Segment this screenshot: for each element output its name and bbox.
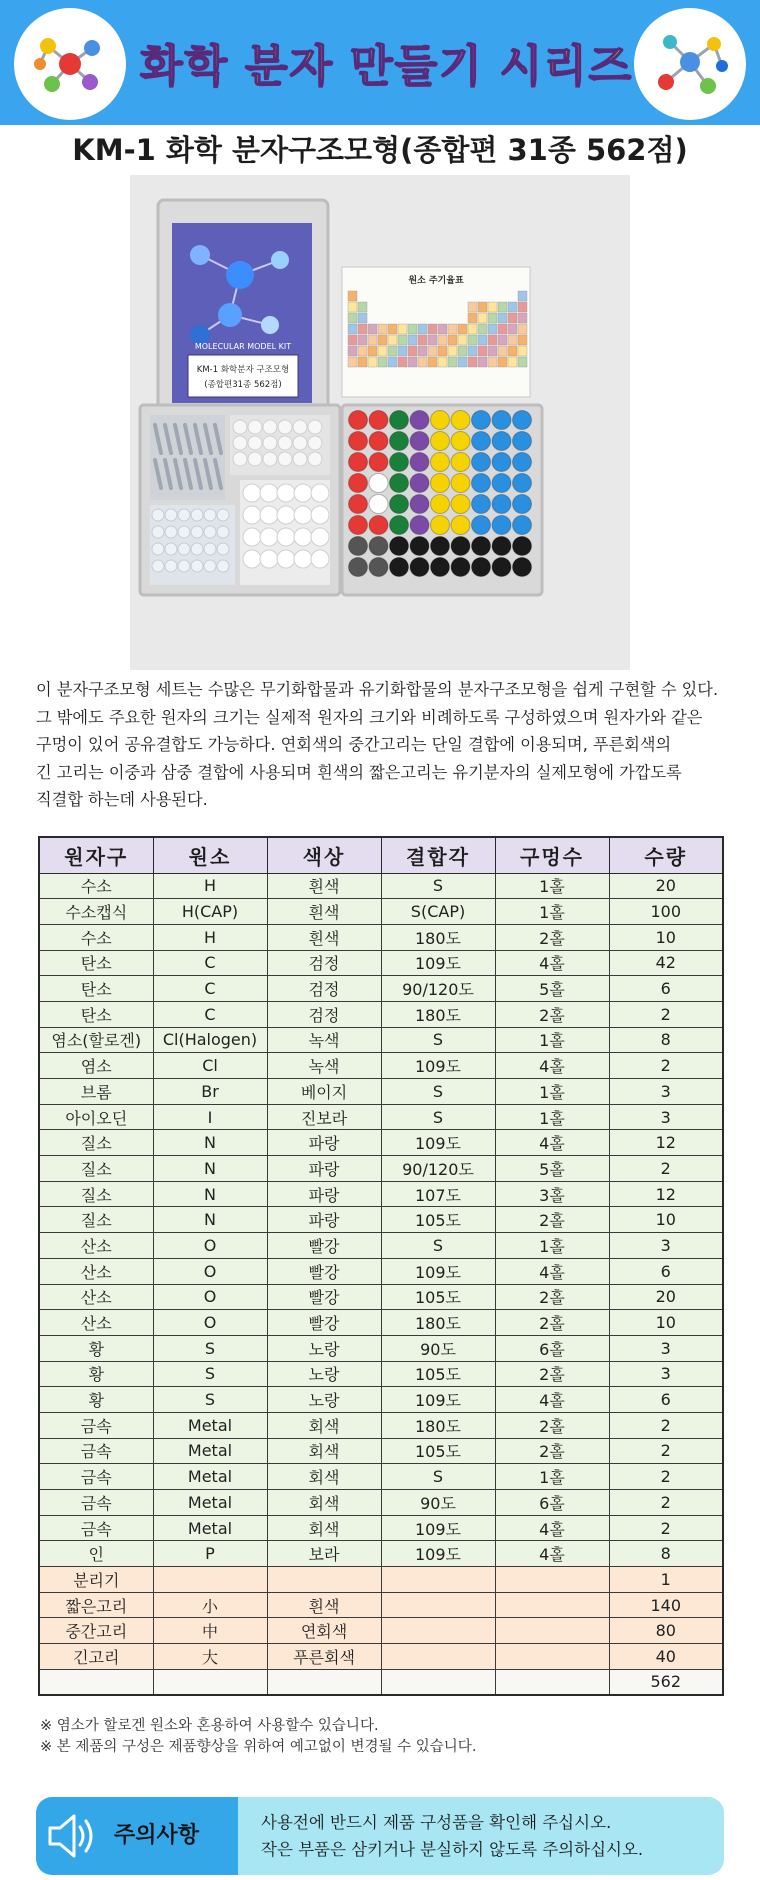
header-element: 원소	[153, 837, 267, 873]
cell-atom: 산소	[39, 1258, 153, 1284]
cell-element: Metal	[153, 1490, 267, 1516]
table-row	[39, 924, 723, 950]
cell-quantity: 2	[609, 1156, 723, 1182]
kit-label-line1: KM-1 화학분자 구조모형	[196, 365, 290, 375]
cell-quantity: 8	[609, 1027, 723, 1053]
cell-atom: 황	[39, 1361, 153, 1387]
cell-holes: 4홀	[495, 1387, 609, 1413]
cell-quantity: 3	[609, 1361, 723, 1387]
cell-quantity: 2	[609, 1001, 723, 1027]
cell-color: 회색	[267, 1490, 381, 1516]
cell-quantity: 2	[609, 1053, 723, 1079]
speaker-icon	[46, 1811, 102, 1861]
cell-holes: 6홀	[495, 1490, 609, 1516]
cell-color: 파랑	[267, 1156, 381, 1182]
table-row	[39, 1053, 723, 1079]
cell-bond-angle	[381, 1567, 495, 1593]
footnote: ※ 본 제품의 구성은 제품향상을 위하여 예고없이 변경될 수 있습니다.	[40, 1739, 477, 1755]
cell-holes: 2홀	[495, 1412, 609, 1438]
cell-quantity: 3	[609, 1335, 723, 1361]
cell-holes: 4홀	[495, 950, 609, 976]
cell-element: Metal	[153, 1515, 267, 1541]
cell-element: P	[153, 1541, 267, 1567]
cell-color: 흰색	[267, 924, 381, 950]
cell-atom: 탄소	[39, 976, 153, 1002]
cell-atom: 질소	[39, 1181, 153, 1207]
cell-quantity: 1	[609, 1567, 723, 1593]
cell-atom: 산소	[39, 1284, 153, 1310]
cell-bond-angle: 109도	[381, 950, 495, 976]
cell-quantity: 3	[609, 1233, 723, 1259]
header-atom: 원자구	[39, 837, 153, 873]
cell-color: 녹색	[267, 1053, 381, 1079]
cell-element: N	[153, 1181, 267, 1207]
cell-holes: 3홀	[495, 1181, 609, 1207]
cell-element: S	[153, 1335, 267, 1361]
cell-holes: 2홀	[495, 1310, 609, 1336]
table-row	[39, 1181, 723, 1207]
cell-element: Metal	[153, 1438, 267, 1464]
cell-holes: 1홀	[495, 873, 609, 899]
cell-bond-angle: S	[381, 1079, 495, 1105]
cell-holes: 6홀	[495, 1335, 609, 1361]
cell-quantity: 3	[609, 1104, 723, 1130]
cell-element	[153, 1669, 267, 1695]
banner-title-char: 학	[184, 41, 230, 92]
cell-quantity: 6	[609, 1387, 723, 1413]
cell-color: 흰색	[267, 899, 381, 925]
cell-atom: 염소(할로겐)	[39, 1027, 153, 1053]
cell-quantity: 20	[609, 873, 723, 899]
molecule-icon	[650, 24, 730, 104]
cell-quantity: 8	[609, 1541, 723, 1567]
cell-atom: 아이오딘	[39, 1104, 153, 1130]
cell-holes: 1홀	[495, 1464, 609, 1490]
cell-quantity: 6	[609, 1258, 723, 1284]
cell-atom: 금속	[39, 1515, 153, 1541]
cell-color: 빨강	[267, 1233, 381, 1259]
product-kit-illustration	[130, 175, 630, 670]
cell-bond-angle: 109도	[381, 1258, 495, 1284]
cell-holes: 4홀	[495, 1130, 609, 1156]
cell-color: 노랑	[267, 1335, 381, 1361]
cell-quantity: 3	[609, 1079, 723, 1105]
cell-quantity: 2	[609, 1515, 723, 1541]
cell-atom: 황	[39, 1335, 153, 1361]
cell-holes: 2홀	[495, 1001, 609, 1027]
cell-element: 小	[153, 1592, 267, 1618]
cell-atom: 중간고리	[39, 1618, 153, 1644]
cell-holes	[495, 1618, 609, 1644]
molecule-logo-right	[634, 8, 746, 120]
banner-title-char: 리	[544, 41, 589, 92]
caution-text	[261, 1809, 643, 1863]
cell-element: Metal	[153, 1464, 267, 1490]
cell-atom: 질소	[39, 1130, 153, 1156]
cell-quantity: 562	[609, 1669, 723, 1695]
cell-quantity: 140	[609, 1592, 723, 1618]
cell-quantity: 2	[609, 1412, 723, 1438]
cell-color: 검정	[267, 976, 381, 1002]
cell-bond-angle: 105도	[381, 1438, 495, 1464]
table-header-row	[39, 837, 723, 873]
cell-holes: 4홀	[495, 1053, 609, 1079]
cell-element: H	[153, 873, 267, 899]
cell-color: 파랑	[267, 1207, 381, 1233]
cell-atom: 인	[39, 1541, 153, 1567]
description-line: 그 밖에도 주요한 원자의 크기는 실제적 원자의 크기와 비례하도록 구성하였으며 원자가와 같은	[36, 707, 703, 727]
cell-quantity: 12	[609, 1181, 723, 1207]
cell-element: Metal	[153, 1412, 267, 1438]
cell-holes: 2홀	[495, 1438, 609, 1464]
cell-quantity: 40	[609, 1644, 723, 1670]
footnotes	[40, 1716, 730, 1758]
table-row	[39, 1464, 723, 1490]
cell-bond-angle: 180도	[381, 1412, 495, 1438]
header-quantity: 수량	[609, 837, 723, 873]
cell-atom: 브롬	[39, 1079, 153, 1105]
cell-color: 빨강	[267, 1310, 381, 1336]
cell-element: 大	[153, 1644, 267, 1670]
product-title: KM-1 화학 분자구조모형(종합편 31종 562점)	[72, 133, 688, 167]
cell-quantity: 6	[609, 976, 723, 1002]
product-description	[36, 676, 726, 814]
table-row	[39, 1079, 723, 1105]
cell-element: O	[153, 1310, 267, 1336]
caution-line: 작은 부품은 삼키거나 분실하지 않도록 주의하십시오.	[261, 1840, 644, 1859]
caution-box	[36, 1797, 724, 1875]
cell-holes: 5홀	[495, 976, 609, 1002]
cell-color: 회색	[267, 1438, 381, 1464]
cell-bond-angle	[381, 1592, 495, 1618]
cell-bond-angle	[381, 1618, 495, 1644]
cell-color: 흰색	[267, 1592, 381, 1618]
cell-holes: 1홀	[495, 1104, 609, 1130]
table-row	[39, 1515, 723, 1541]
cell-element: C	[153, 1001, 267, 1027]
cell-bond-angle: 105도	[381, 1284, 495, 1310]
periodic-table-title: 원소 주기율표	[408, 276, 464, 286]
cell-bond-angle: 90/120도	[381, 1156, 495, 1182]
description-line: 긴 고리는 이중과 삼중 결합에 사용되며 흰색의 짧은고리는 유기분자의 실제모형에 가깝도록	[36, 762, 682, 782]
caution-line: 사용전에 반드시 제품 구성품을 확인해 주십시오.	[261, 1813, 612, 1832]
molecule-icon	[30, 24, 110, 104]
cell-color: 노랑	[267, 1361, 381, 1387]
header-bond-angle: 결합각	[381, 837, 495, 873]
header-color: 색상	[267, 837, 381, 873]
cell-color: 빨강	[267, 1258, 381, 1284]
cell-bond-angle: 109도	[381, 1541, 495, 1567]
cell-atom: 질소	[39, 1156, 153, 1182]
cell-element: O	[153, 1258, 267, 1284]
cell-bond-angle: S	[381, 1104, 495, 1130]
cell-quantity: 10	[609, 1310, 723, 1336]
cell-color	[267, 1567, 381, 1593]
product-photo	[130, 175, 630, 670]
table-row	[39, 976, 723, 1002]
table-row	[39, 1490, 723, 1516]
cell-holes	[495, 1592, 609, 1618]
cell-atom	[39, 1669, 153, 1695]
cell-quantity: 80	[609, 1618, 723, 1644]
header-banner	[0, 0, 760, 125]
cell-color: 회색	[267, 1464, 381, 1490]
cell-atom: 산소	[39, 1310, 153, 1336]
cell-element	[153, 1567, 267, 1593]
cell-atom: 금속	[39, 1464, 153, 1490]
cell-element: C	[153, 976, 267, 1002]
footnote: ※ 염소가 할로겐 원소와 혼용하여 사용할수 있습니다.	[40, 1718, 379, 1734]
description-line: 이 분자구조모형 세트는 수많은 무기화합물과 유기화합물의 분자구조모형을 쉽게 구현할 수 있다.	[36, 680, 719, 699]
table-row-accessory	[39, 1644, 723, 1670]
table-row	[39, 899, 723, 925]
banner-title-char: 만	[350, 41, 395, 92]
table-row	[39, 1027, 723, 1053]
cell-quantity: 20	[609, 1284, 723, 1310]
cell-quantity: 2	[609, 1490, 723, 1516]
molecule-logo-left	[14, 8, 126, 120]
description-line: 구멍이 있어 공유결합도 가능하다. 연회색의 중간고리는 단일 결합에 이용되며, 푸른회색의	[36, 735, 672, 755]
cell-atom: 짧은고리	[39, 1592, 153, 1618]
cell-holes: 4홀	[495, 1258, 609, 1284]
banner-title-char: 시	[499, 41, 545, 92]
cell-bond-angle: S	[381, 1464, 495, 1490]
table-row	[39, 1130, 723, 1156]
cell-color: 빨강	[267, 1284, 381, 1310]
cell-bond-angle: 180도	[381, 1001, 495, 1027]
table-row	[39, 1438, 723, 1464]
table-row-accessory	[39, 1567, 723, 1593]
cell-atom: 수소캡식	[39, 899, 153, 925]
cell-atom: 긴고리	[39, 1644, 153, 1670]
banner-title-char: 즈	[588, 41, 634, 92]
table-row	[39, 1284, 723, 1310]
cell-color: 회색	[267, 1412, 381, 1438]
cell-atom: 수소	[39, 873, 153, 899]
header-holes: 구멍수	[495, 837, 609, 873]
cell-color: 보라	[267, 1541, 381, 1567]
cell-bond-angle: 109도	[381, 1130, 495, 1156]
caution-header	[36, 1797, 238, 1875]
table-row	[39, 1233, 723, 1259]
banner-title-char: 분	[245, 41, 290, 92]
cell-color: 검정	[267, 950, 381, 976]
cell-bond-angle: 90도	[381, 1490, 495, 1516]
banner-title	[140, 30, 634, 94]
cell-quantity: 12	[609, 1130, 723, 1156]
cell-quantity: 42	[609, 950, 723, 976]
cell-element: H	[153, 924, 267, 950]
cell-element: I	[153, 1104, 267, 1130]
cell-holes	[495, 1567, 609, 1593]
cell-bond-angle	[381, 1669, 495, 1695]
table-row	[39, 1207, 723, 1233]
cell-bond-angle: 180도	[381, 1310, 495, 1336]
cell-element: Cl(Halogen)	[153, 1027, 267, 1053]
table-row	[39, 1104, 723, 1130]
cell-color: 파랑	[267, 1181, 381, 1207]
cell-atom: 염소	[39, 1053, 153, 1079]
table-row	[39, 1001, 723, 1027]
cell-holes: 4홀	[495, 1541, 609, 1567]
cell-atom: 산소	[39, 1233, 153, 1259]
cell-color	[267, 1669, 381, 1695]
banner-title-char: 기	[439, 41, 484, 92]
cell-holes: 2홀	[495, 1361, 609, 1387]
cell-bond-angle: 90/120도	[381, 976, 495, 1002]
cell-element: C	[153, 950, 267, 976]
table-row	[39, 873, 723, 899]
cell-holes: 1홀	[495, 1079, 609, 1105]
caution-title: 주의사항	[114, 1823, 200, 1848]
cell-element: N	[153, 1130, 267, 1156]
cell-bond-angle: 109도	[381, 1515, 495, 1541]
cell-bond-angle: 109도	[381, 1387, 495, 1413]
cell-holes: 1홀	[495, 1027, 609, 1053]
cell-color: 연회색	[267, 1618, 381, 1644]
cell-holes: 4홀	[495, 1515, 609, 1541]
cell-color: 회색	[267, 1515, 381, 1541]
cell-color: 푸른회색	[267, 1644, 381, 1670]
cell-bond-angle: 105도	[381, 1361, 495, 1387]
cell-bond-angle: 105도	[381, 1207, 495, 1233]
cell-atom: 금속	[39, 1490, 153, 1516]
cell-bond-angle	[381, 1644, 495, 1670]
cell-atom: 금속	[39, 1412, 153, 1438]
cell-element: Br	[153, 1079, 267, 1105]
table-row-accessory	[39, 1592, 723, 1618]
cell-bond-angle: 107도	[381, 1181, 495, 1207]
cell-element: Cl	[153, 1053, 267, 1079]
cell-quantity: 2	[609, 1464, 723, 1490]
cell-color: 베이지	[267, 1079, 381, 1105]
cell-element: H(CAP)	[153, 899, 267, 925]
table-row	[39, 1361, 723, 1387]
cell-holes: 5홀	[495, 1156, 609, 1182]
cell-color: 흰색	[267, 873, 381, 899]
cell-color: 녹색	[267, 1027, 381, 1053]
cell-holes	[495, 1669, 609, 1695]
table-row-accessory	[39, 1618, 723, 1644]
banner-title-char: 들	[394, 41, 440, 92]
cell-quantity: 2	[609, 1438, 723, 1464]
cell-bond-angle: 90도	[381, 1335, 495, 1361]
cell-holes	[495, 1644, 609, 1670]
table-row	[39, 1156, 723, 1182]
cell-bond-angle: S	[381, 873, 495, 899]
description-line: 직결합 하는데 사용된다.	[36, 790, 208, 810]
cell-element: 中	[153, 1618, 267, 1644]
table-row	[39, 1412, 723, 1438]
table-row	[39, 1335, 723, 1361]
banner-title-char: 자	[289, 41, 335, 92]
cell-holes: 1홀	[495, 1233, 609, 1259]
cell-quantity: 100	[609, 899, 723, 925]
cell-element: N	[153, 1207, 267, 1233]
cell-quantity: 10	[609, 924, 723, 950]
table-row	[39, 950, 723, 976]
table-row	[39, 1387, 723, 1413]
cell-bond-angle: 109도	[381, 1053, 495, 1079]
cell-holes: 2홀	[495, 1284, 609, 1310]
cell-color: 파랑	[267, 1130, 381, 1156]
cell-atom: 질소	[39, 1207, 153, 1233]
cell-atom: 수소	[39, 924, 153, 950]
cell-quantity: 10	[609, 1207, 723, 1233]
cell-holes: 1홀	[495, 899, 609, 925]
cell-bond-angle: S	[381, 1027, 495, 1053]
cell-bond-angle: 180도	[381, 924, 495, 950]
table-row	[39, 1310, 723, 1336]
kit-label-title: MOLECULAR MODEL KIT	[194, 342, 292, 351]
cell-element: S	[153, 1361, 267, 1387]
cell-element: N	[153, 1156, 267, 1182]
cell-bond-angle: S	[381, 1233, 495, 1259]
cell-element: O	[153, 1284, 267, 1310]
table-row-total	[39, 1669, 723, 1695]
cell-atom: 탄소	[39, 950, 153, 976]
cell-atom: 금속	[39, 1438, 153, 1464]
cell-color: 검정	[267, 1001, 381, 1027]
cell-element: S	[153, 1387, 267, 1413]
cell-element: O	[153, 1233, 267, 1259]
kit-label-line2: (종합편31종 562점)	[204, 380, 282, 390]
component-table	[38, 836, 724, 1696]
banner-title-char: 화	[140, 41, 185, 92]
cell-atom: 분리기	[39, 1567, 153, 1593]
cell-atom: 탄소	[39, 1001, 153, 1027]
cell-holes: 2홀	[495, 924, 609, 950]
cell-color: 노랑	[267, 1387, 381, 1413]
table-row	[39, 1258, 723, 1284]
cell-color: 진보라	[267, 1104, 381, 1130]
cell-atom: 황	[39, 1387, 153, 1413]
cell-holes: 2홀	[495, 1207, 609, 1233]
table-row	[39, 1541, 723, 1567]
cell-bond-angle: S(CAP)	[381, 899, 495, 925]
